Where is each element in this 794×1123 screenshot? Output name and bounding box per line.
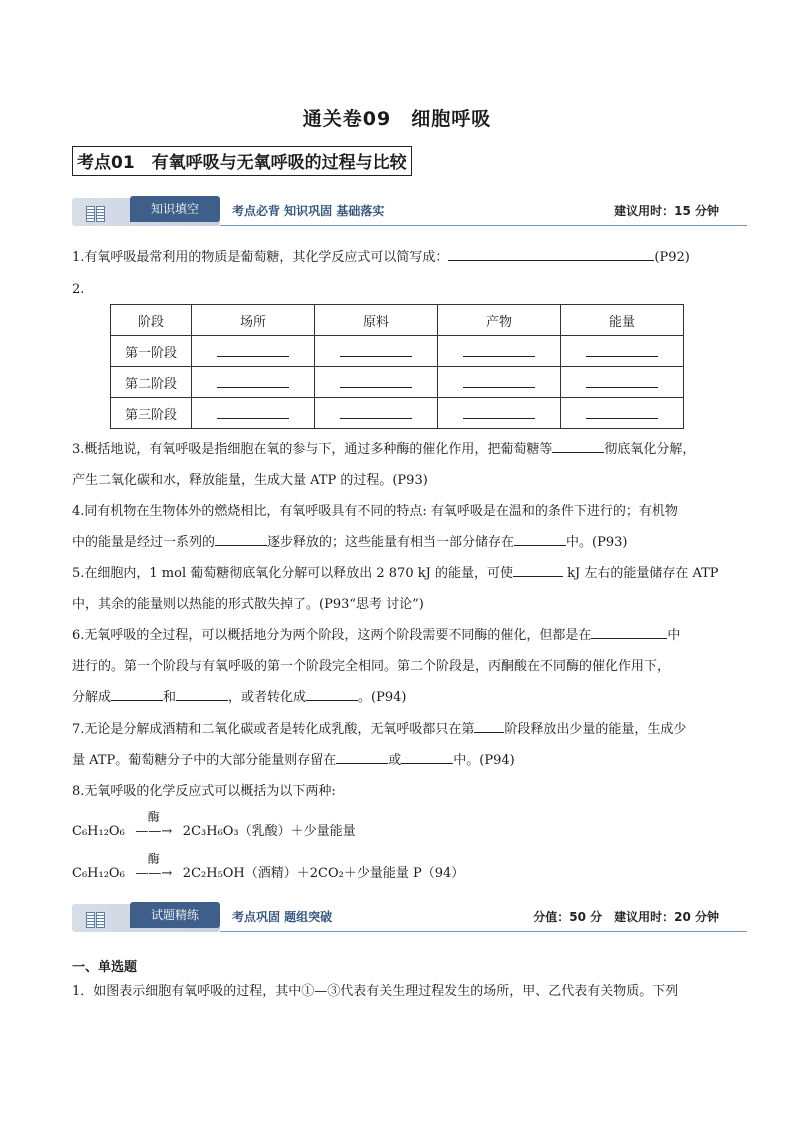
table-row bbox=[111, 398, 684, 429]
knowledge-banner bbox=[72, 196, 747, 230]
table-header: 原料 bbox=[315, 305, 438, 336]
q7-text-b: 阶段释放出少量的能量，生成少 bbox=[504, 722, 687, 737]
formula2-product: 2C₂H₅OH（酒精）＋2CO₂＋少量能量 P（94） bbox=[182, 866, 465, 881]
page-title: 通关卷09 细胞呼吸 bbox=[302, 108, 492, 130]
q4-blank-2[interactable] bbox=[514, 531, 566, 546]
q4-text-a: 4.同有机物在生物体外的燃烧相比，有氧呼吸具有不同的特点: 有氧呼吸是在温和的条件下进行的；有机物 bbox=[72, 504, 678, 519]
answer-blank[interactable] bbox=[217, 342, 289, 357]
formula2-reactant: C₆H₁₂O₆ bbox=[72, 866, 125, 881]
table-header: 阶段 bbox=[111, 305, 192, 336]
q1-blank[interactable] bbox=[448, 246, 654, 261]
q3-text-c: 产生二氧化碳和水，释放能量，生成大量 ATP 的过程。(P93) bbox=[72, 473, 428, 488]
document-icon bbox=[86, 912, 112, 928]
answer-blank[interactable] bbox=[463, 342, 535, 357]
q5-text-c: 中，其余的能量则以热能的形式散失掉了。(P93“思考 讨论”) bbox=[72, 597, 424, 612]
q7-blank-1[interactable] bbox=[474, 718, 504, 733]
answer-blank[interactable] bbox=[340, 404, 412, 419]
q7-text-c: 量 ATP。葡萄糖分子中的大部分能量则存留在 bbox=[72, 753, 337, 768]
formula2-enzyme: 酶 bbox=[147, 852, 160, 866]
reaction-arrow-icon: 酶 ——→ bbox=[125, 824, 183, 839]
q7-blank-3[interactable] bbox=[401, 749, 453, 764]
stage-label: 第二阶段 bbox=[111, 367, 192, 398]
q6-text-a: 6.无氧呼吸的全过程，可以概括地分为两个阶段，这两个阶段需要不同酶的催化，但都是在 bbox=[72, 628, 592, 643]
answer-blank[interactable] bbox=[586, 404, 658, 419]
q6-text-b: 中 bbox=[667, 628, 681, 643]
table-row bbox=[111, 336, 684, 367]
q6-blank-4[interactable] bbox=[306, 686, 358, 701]
section-heading: 一、单选题 bbox=[72, 960, 138, 975]
q6-blank-2[interactable] bbox=[111, 686, 163, 701]
banner-divider bbox=[220, 225, 747, 226]
document-icon bbox=[86, 206, 112, 222]
q4-text-b: 中的能量是经过一系列的 bbox=[72, 535, 216, 550]
question-2-label: 2. bbox=[72, 282, 85, 297]
reaction-arrow-icon: 酶 ——→ bbox=[125, 866, 183, 881]
question-7 bbox=[72, 714, 724, 776]
answer-blank[interactable] bbox=[463, 404, 535, 419]
q7-text-a: 7.无论是分解成酒精和二氧化碳或者是转化成乳酸，无氧呼吸都只在第 bbox=[72, 722, 475, 737]
formula1-enzyme: 酶 bbox=[147, 810, 160, 824]
q5-text-a: 5.在细胞内，1 mol 葡萄糖彻底氧化分解可以释放出 2 870 kJ 的能量，可使 bbox=[72, 566, 513, 581]
question-1 bbox=[72, 242, 724, 273]
q4-blank-1[interactable] bbox=[215, 531, 267, 546]
q3-text-b: 彻底氧化分解， bbox=[604, 442, 696, 457]
banner-tab-label: 试题精练 bbox=[130, 902, 220, 928]
table-header: 能量 bbox=[561, 305, 684, 336]
answer-blank[interactable] bbox=[217, 373, 289, 388]
formula1-product: 2C₃H₆O₃（乳酸）＋少量能量 bbox=[182, 824, 356, 839]
q7-blank-2[interactable] bbox=[336, 749, 388, 764]
question-3 bbox=[72, 434, 724, 496]
mc-question-1: 1．如图表示细胞有氧呼吸的过程，其中①—③代表有关生理过程发生的场所，甲、乙代表有关物质。下列 bbox=[72, 984, 679, 999]
banner-slogan: 考点巩固 题组突破 bbox=[232, 910, 333, 924]
banner-score-time: 分值：50 分 建议用时：20 分钟 bbox=[533, 910, 719, 924]
practice-banner bbox=[72, 902, 747, 936]
stage-label: 第一阶段 bbox=[111, 336, 192, 367]
table-row bbox=[111, 367, 684, 398]
banner-slogan: 考点必背 知识巩固 基础落实 bbox=[232, 204, 385, 218]
q7-text-e: 中。(P94) bbox=[453, 753, 515, 768]
q6-text-f: ，或者转化成 bbox=[228, 690, 307, 705]
q4-text-c: 逐步释放的；这些能量有相当一部分储存在 bbox=[267, 535, 515, 550]
table-header-row bbox=[111, 305, 684, 336]
question-6 bbox=[72, 620, 724, 713]
respiration-stage-table bbox=[110, 304, 684, 429]
question-5 bbox=[72, 558, 724, 620]
alcohol-equation bbox=[72, 852, 465, 881]
q1-ref: (P92) bbox=[654, 250, 690, 265]
formula1-reactant: C₆H₁₂O₆ bbox=[72, 824, 125, 839]
q1-text: 1.有氧呼吸最常利用的物质是葡萄糖，其化学反应式可以简写成： bbox=[72, 250, 449, 265]
banner-tab-label: 知识填空 bbox=[130, 196, 220, 222]
answer-blank[interactable] bbox=[217, 404, 289, 419]
banner-suggested-time: 建议用时：15 分钟 bbox=[614, 204, 719, 218]
q5-text-b: kJ 左右的能量储存在 ATP bbox=[567, 566, 719, 581]
q6-text-d: 分解成 bbox=[72, 690, 112, 705]
q3-text-a: 3.概括地说，有氧呼吸是指细胞在氧的参与下，通过多种酶的催化作用，把葡萄糖等 bbox=[72, 442, 553, 457]
lactic-acid-equation bbox=[72, 810, 356, 839]
answer-blank[interactable] bbox=[340, 342, 412, 357]
answer-blank[interactable] bbox=[340, 373, 412, 388]
banner-divider bbox=[220, 931, 747, 932]
q4-text-d: 中。(P93) bbox=[566, 535, 628, 550]
q6-blank-3[interactable] bbox=[176, 686, 228, 701]
q7-text-d: 或 bbox=[388, 753, 402, 768]
q6-blank-1[interactable] bbox=[591, 624, 667, 639]
question-8: 8.无氧呼吸的化学反应式可以概括为以下两种: bbox=[72, 784, 336, 799]
q3-blank[interactable] bbox=[552, 438, 604, 453]
answer-blank[interactable] bbox=[586, 373, 658, 388]
topic-heading: 考点01 有氧呼吸与无氧呼吸的过程与比较 bbox=[72, 146, 412, 176]
q5-blank[interactable] bbox=[513, 562, 563, 577]
q6-text-e: 和 bbox=[163, 690, 177, 705]
question-4 bbox=[72, 496, 724, 558]
table-header: 产物 bbox=[438, 305, 561, 336]
table-header: 场所 bbox=[192, 305, 315, 336]
answer-blank[interactable] bbox=[463, 373, 535, 388]
q6-text-c: 进行的。第一个阶段与有氧呼吸的第一个阶段完全相同。第二个阶段是，丙酮酸在不同酶的催化作用下， bbox=[72, 659, 671, 674]
q6-text-g: 。(P94) bbox=[358, 690, 407, 705]
answer-blank[interactable] bbox=[586, 342, 658, 357]
stage-label: 第三阶段 bbox=[111, 398, 192, 429]
